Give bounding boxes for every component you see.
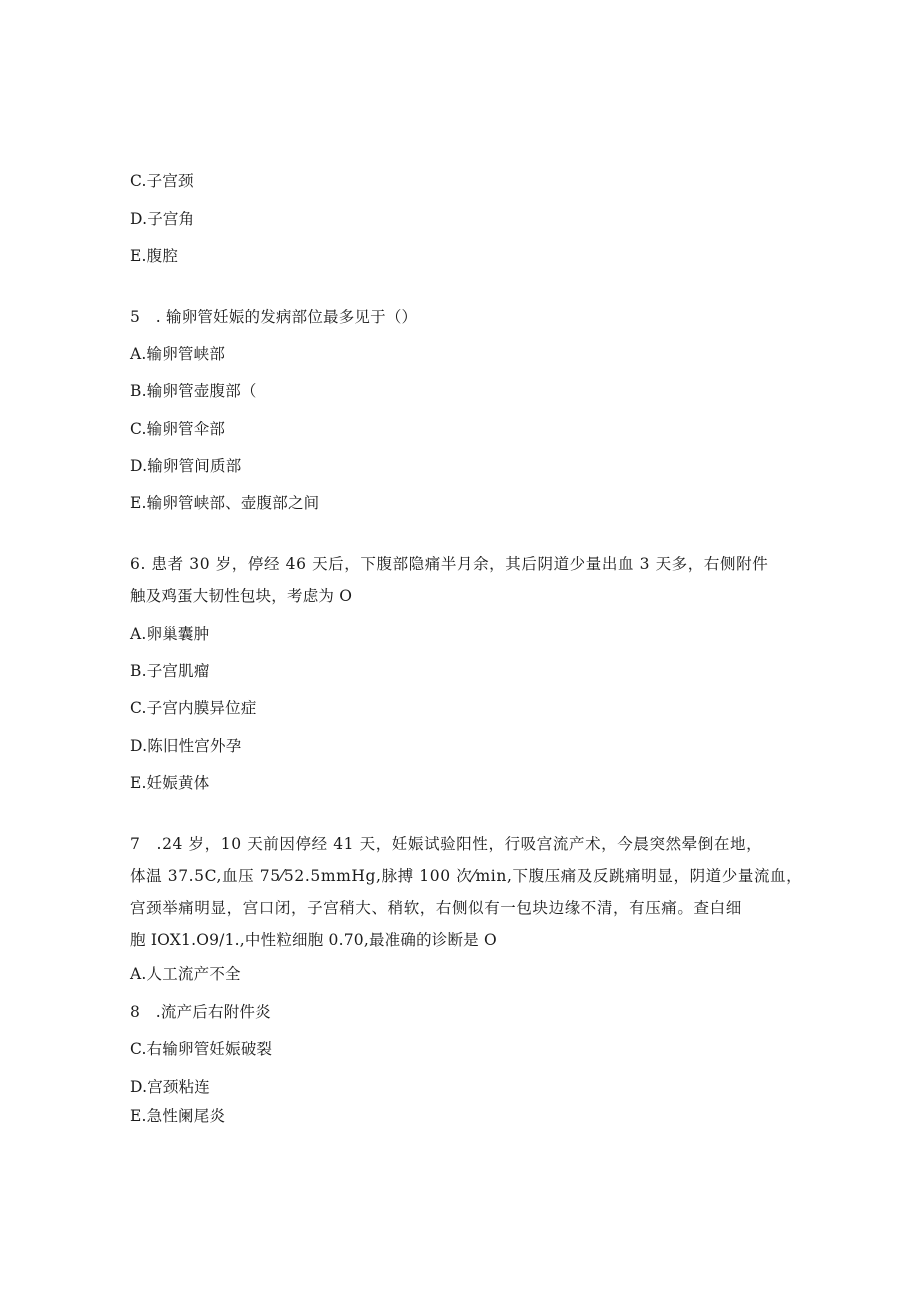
- question-6-option-d: D.陈旧性宫外孕: [130, 737, 242, 755]
- question-5-option-e: E.输卵管峡部、壶腹部之间: [130, 494, 320, 512]
- question-7-option-a: A.人工流产不全: [130, 965, 241, 983]
- question-6-option-a: A.卵巢囊肿: [130, 625, 210, 643]
- question-7-stem-line-3: 宫颈举痛明显，宫口闭，子宫稍大、稍软，右侧似有一包块边缘不清，有压痛。查白细: [130, 899, 742, 917]
- question-5-option-b: B.输卵管壶腹部（: [130, 382, 257, 400]
- question-6-option-c: C.子宫内膜异位症: [130, 699, 257, 717]
- question-6-stem-line-2: 触及鸡蛋大韧性包块，考虑为 O: [130, 587, 353, 605]
- question-5-stem: 5 . 输卵管妊娠的发病部位最多见于（）: [130, 308, 418, 326]
- question-7-stem-line-4: 胞 IOX1.O9/1.,中性粒细胞 0.70,最准确的诊断是 O: [130, 931, 497, 949]
- question-5-option-a: A.输卵管峡部: [130, 345, 226, 363]
- question-7-option-b: 8 .流产后右附件炎: [130, 1003, 271, 1021]
- option-prev-c: C.子宫颈: [130, 172, 194, 190]
- question-6-stem-line-1: 6. 患者 30 岁，停经 46 天后，下腹部隐痛半月余，其后阴道少量出血 3 天多，右侧附件: [130, 555, 769, 573]
- option-prev-e: E.腹腔: [130, 247, 179, 265]
- question-6-option-b: B.子宫肌瘤: [130, 662, 210, 680]
- option-prev-d: D.子宫角: [130, 210, 195, 228]
- question-7-option-e: E.急性阑尾炎: [130, 1107, 226, 1125]
- question-5-option-d: D.输卵管间质部: [130, 457, 242, 475]
- question-7-option-d: D.宫颈粘连: [130, 1078, 211, 1096]
- question-7-stem-line-1: 7 .24 岁，10 天前因停经 41 天，妊娠试验阳性，行吸宫流产术，今晨突然晕倒在地，: [130, 835, 763, 853]
- question-6-option-e: E.妊娠黄体: [130, 774, 210, 792]
- question-7-stem-line-2: 体温 37.5C,血压 75⁄52.5mmHg,脉搏 100 次⁄min,下腹压痛及反跳痛明显，阴道少量流血，: [130, 867, 803, 885]
- question-5-option-c: C.输卵管伞部: [130, 420, 226, 438]
- question-7-option-c: C.右输卵管妊娠破裂: [130, 1040, 273, 1058]
